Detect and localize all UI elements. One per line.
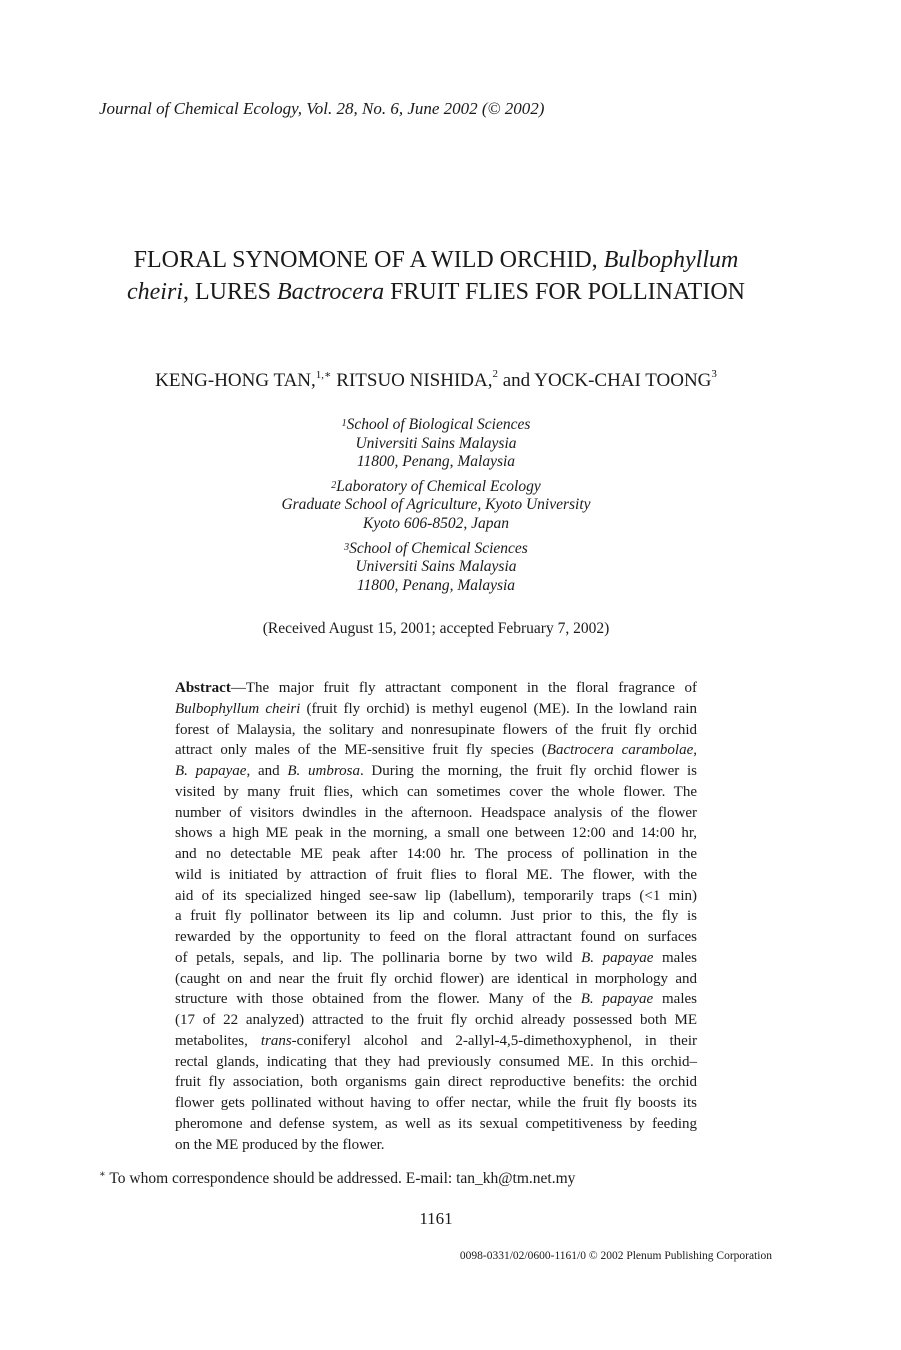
affiliation-2 <box>200 478 672 534</box>
abstract-italic: B. umbrosa <box>287 763 360 779</box>
abstract-text: visited by many fruit flies, which can sometimes cover the whole flower. The <box>175 783 697 800</box>
author-affiliation-mark: 1,∗ <box>315 369 332 381</box>
abstract-text: -coniferyl alcohol and 2-allyl-4,5-dimethoxyphenol, in their <box>291 1032 697 1049</box>
affiliation-mark: 3 <box>344 541 350 553</box>
abstract-text: fruit fly association, both organisms gain direct reproductive benefits: the orchid <box>175 1074 697 1091</box>
abstract-line <box>175 906 697 927</box>
author-list <box>60 370 812 392</box>
abstract-line <box>175 886 697 907</box>
author-name: and YOCK-CHAI TOONG <box>498 370 712 391</box>
abstract-line <box>175 1135 697 1156</box>
author-name: RITSUO NISHIDA, <box>331 370 493 391</box>
abstract-line <box>175 969 697 990</box>
abstract-text: —The major fruit fly attractant component in the floral fragrance of <box>230 680 697 696</box>
abstract-text: number of visitors dwindles in the afternoon. Headspace analysis of the flower <box>175 804 697 821</box>
title-species: cheiri <box>127 279 183 305</box>
abstract-line <box>175 782 697 803</box>
abstract-line <box>175 823 697 844</box>
abstract-text: forest of Malaysia, the solitary and nonresupinate flowers of the fruit fly orchid <box>175 721 697 738</box>
author-affiliation-mark: 2 <box>492 368 498 380</box>
title-line-1 <box>60 244 812 276</box>
abstract-text: attract only males of the ME-sensitive fruit fly species ( <box>175 742 547 759</box>
affiliation-line: School of Chemical Sciences <box>349 539 528 557</box>
abstract-text: flower gets pollinated without having to offer nectar, while the fruit fly boosts its <box>175 1095 697 1111</box>
affiliation-line: Laboratory of Chemical Ecology <box>336 477 541 495</box>
abstract-text: (caught on and near the fruit fly orchid flower) are identical in morphology and <box>175 970 697 987</box>
abstract-text: structure with those obtained from the flower. Many of the <box>175 991 581 1008</box>
abstract-italic: Bulbophyllum cheiri <box>175 700 301 717</box>
affiliation-1 <box>200 416 672 472</box>
author-affiliation-mark: 3 <box>711 368 717 380</box>
abstract-line <box>175 865 697 886</box>
abstract-line <box>175 927 697 948</box>
abstract-text: of petals, sepals, and lip. The pollinaria borne by two wild <box>175 949 582 966</box>
abstract-text: shows a high ME peak in the morning, a small one between 12:00 and 14:00 hr, <box>175 825 697 842</box>
page-number: 1161 <box>419 1209 453 1228</box>
affiliation-line: School of Biological Sciences <box>346 416 531 433</box>
abstract-line <box>175 1010 697 1031</box>
abstract-text: wild is initiated by attraction of fruit flies to floral ME. The flower, with the <box>175 866 697 883</box>
abstract-text: . During the morning, the fruit fly orchid flower is <box>359 763 697 779</box>
affiliation-3 <box>200 540 672 596</box>
abstract-text: a fruit fly pollinator between its lip and column. Just prior to this, the fly is <box>175 908 697 925</box>
abstract-text: , and <box>246 763 288 779</box>
abstract-italic: Bactrocera carambolae <box>546 742 694 759</box>
abstract-italic: B. papayae <box>581 949 654 966</box>
affiliations <box>200 416 672 601</box>
copyright-line: 0098-0331/02/0600-1161/0 © 2002 Plenum Publishing Corporation <box>459 1250 772 1262</box>
abstract-text: aid of its specialized hinged see-saw lip (labellum), temporarily traps (<1 min) <box>175 887 697 904</box>
title-genus: Bactrocera <box>277 279 385 305</box>
abstract-line <box>175 740 697 761</box>
abstract-line <box>175 1072 697 1093</box>
abstract-text: and no detectable ME peak after 14:00 hr. The process of pollination in the <box>175 846 697 862</box>
abstract-text: pheromone and defense system, as well as its sexual competitiveness by feeding <box>175 1115 697 1132</box>
abstract-line <box>175 844 697 865</box>
abstract-text: metabolites, <box>175 1032 261 1049</box>
received-dates: (Received August 15, 2001; accepted February 7, 2002) <box>262 620 610 637</box>
abstract-text: (17 of 22 analyzed) attracted to the fruit fly orchid already possessed both ME <box>175 1012 697 1028</box>
title-genus: Bulbophyllum <box>603 247 739 273</box>
affiliation-mark: 2 <box>331 479 337 491</box>
abstract-line <box>175 720 697 741</box>
abstract-text: on the ME produced by the flower. <box>175 1136 385 1153</box>
abstract-line <box>175 989 697 1010</box>
affiliation-line: Universiti Sains Malaysia <box>355 434 517 452</box>
affiliation-line: 11800, Penang, Malaysia <box>356 453 516 471</box>
affiliation-line: Universiti Sains Malaysia <box>355 558 517 576</box>
abstract-line <box>175 1114 697 1135</box>
article-title <box>60 244 812 308</box>
title-text: FLORAL SYNOMONE OF A WILD ORCHID, <box>133 247 604 273</box>
abstract-line <box>175 1031 697 1052</box>
abstract-line <box>175 1052 697 1073</box>
footnote-text: To whom correspondence should be addressed. E-mail: tan_kh@tm.net.my <box>105 1170 576 1187</box>
abstract-text: rectal glands, indicating that they had previously consumed ME. In this orchid– <box>175 1053 697 1070</box>
title-line-2 <box>60 276 812 308</box>
abstract-label: Abstract <box>175 680 231 696</box>
correspondence-footnote <box>99 1170 575 1188</box>
abstract-line <box>175 678 697 699</box>
title-text: , LURES <box>182 279 277 305</box>
affiliation-line: 11800, Penang, Malaysia <box>356 576 516 594</box>
abstract-text: (fruit fly orchid) is methyl eugenol (ME). In the lowland rain <box>300 700 697 717</box>
affiliation-line: Graduate School of Agriculture, Kyoto University <box>281 496 591 514</box>
abstract-line <box>175 803 697 824</box>
abstract-text: males <box>653 991 697 1008</box>
abstract-italic: trans <box>260 1032 292 1049</box>
abstract-text: , <box>693 742 697 759</box>
abstract-text: males <box>653 949 697 966</box>
abstract-italic: B. papayae <box>175 763 247 779</box>
author-name: KENG-HONG TAN, <box>155 370 316 391</box>
abstract-line <box>175 761 697 782</box>
abstract-line <box>175 1093 697 1114</box>
journal-citation: Journal of Chemical Ecology, Vol. 28, No. 6, June 2002 (© 2002) <box>99 99 545 118</box>
abstract <box>175 678 697 1155</box>
abstract-line <box>175 699 697 720</box>
title-text: FRUIT FLIES FOR POLLINATION <box>384 279 745 305</box>
affiliation-mark: 1 <box>341 418 347 429</box>
affiliation-line: Kyoto 606-8502, Japan <box>363 514 509 532</box>
abstract-line <box>175 948 697 969</box>
footnote-mark: ∗ <box>99 1169 106 1180</box>
abstract-text: rewarded by the opportunity to feed on the floral attractant found on surfaces <box>175 929 697 945</box>
abstract-italic: B. papayae <box>580 991 654 1008</box>
